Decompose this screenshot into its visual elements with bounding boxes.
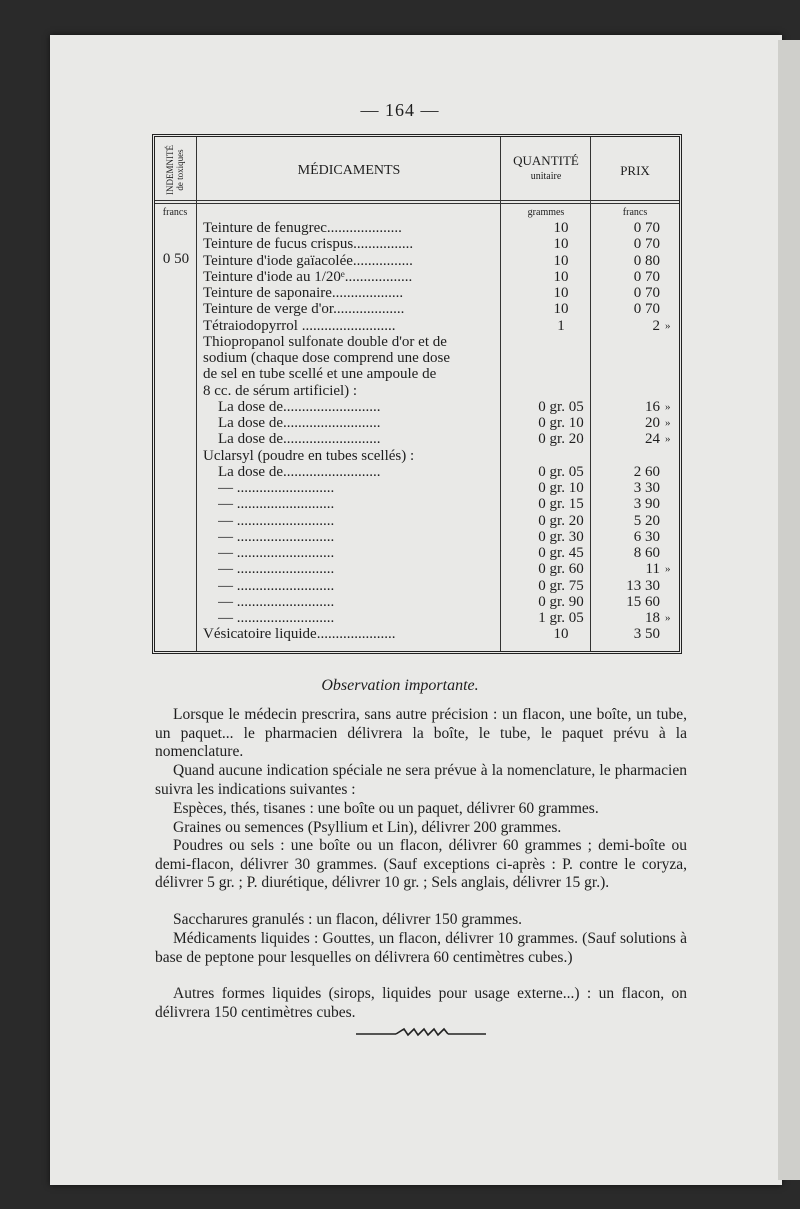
paragraph: Quand aucune indication spéciale ne sera prévue à la nomenclature, le pharmacien suivra les indications suivantes : — [155, 762, 687, 798]
table-row — [200, 220, 680, 236]
table-row — [200, 448, 680, 464]
row-price: 18 — [645, 610, 660, 626]
table-row — [200, 285, 680, 301]
table-row — [200, 301, 680, 317]
row-name: — .......................... — [218, 577, 335, 594]
row-name: — .......................... — [218, 610, 335, 626]
table-row — [200, 545, 680, 561]
table-row — [200, 578, 680, 594]
table-row — [200, 318, 680, 334]
row-quantity: 10 — [553, 268, 569, 285]
row-price: 2 60 — [633, 463, 660, 480]
row-quantity: 0 gr. 75 — [538, 577, 584, 594]
paragraph: Lorsque le médecin prescrira, sans autre précision : un flacon, une boîte, un tube, un paquet... le pharmacien délivrera la boîte, le tube, le paquet prévu à la nomenclature. — [155, 706, 687, 760]
row-quantity: 0 gr. 10 — [538, 480, 584, 496]
table-row — [200, 610, 680, 626]
row-quantity: 0 gr. 10 — [538, 415, 584, 431]
indemnity-header: INDEMNITÉ de toxiques — [165, 145, 185, 195]
row-name: de sel en tube scellé et une ampoule de — [203, 366, 437, 383]
row-name: Tétraiodopyrrol ......................... — [203, 317, 396, 334]
row-quantity: 0 gr. 05 — [538, 463, 584, 480]
table-row — [200, 383, 680, 399]
row-price: 8 60 — [633, 545, 660, 561]
row-quantity: 10 — [553, 285, 569, 301]
table-row — [200, 334, 680, 350]
row-quantity: 0 gr. 30 — [538, 528, 584, 545]
paragraph: Médicaments liquides : Gouttes, un flacon, délivrer 10 grammes. (Sauf solutions à base de peptone pour lesquelles on délivrera 60 centimètres cubes.) — [155, 930, 687, 966]
row-price: 6 30 — [633, 528, 660, 545]
row-name: — .......................... — [218, 528, 335, 545]
row-price: 5 20 — [633, 512, 660, 529]
row-name: — .......................... — [218, 496, 335, 513]
table-row — [200, 269, 680, 285]
row-price: 3 30 — [633, 480, 660, 496]
row-price: 3 90 — [633, 496, 660, 513]
paragraph: Graines ou semences (Psyllium et Lin), délivrer 200 grammes. — [173, 819, 562, 836]
row-price: 20 — [645, 415, 660, 431]
row-name: sodium (chaque dose comprend une dose — [203, 350, 451, 366]
row-name: La dose de.......................... — [218, 398, 381, 415]
medicaments-header: MÉDICAMENTS — [297, 163, 401, 178]
header-rule — [155, 200, 679, 201]
column-divider — [196, 137, 197, 651]
row-name: Vésicatoire liquide..................... — [203, 626, 396, 643]
row-price: 16 — [645, 398, 660, 415]
row-price: 0 70 — [633, 236, 660, 253]
table-row — [200, 399, 680, 415]
row-price: 0 70 — [633, 301, 660, 318]
quantity-unit: grammes — [527, 207, 565, 218]
section-title: Observation importante. — [321, 677, 479, 694]
row-name: — .......................... — [218, 512, 335, 529]
row-quantity: 10 — [553, 301, 569, 318]
row-quantity: 1 gr. 05 — [538, 610, 584, 626]
row-price-unit: » — [665, 400, 671, 413]
table-row — [200, 415, 680, 431]
row-name: La dose de.......................... — [218, 415, 381, 431]
row-quantity: 0 gr. 90 — [538, 593, 584, 610]
row-price: 3 50 — [633, 626, 660, 643]
row-price-unit: » — [665, 563, 671, 576]
table-row — [200, 529, 680, 545]
table-row — [200, 350, 680, 366]
row-quantity: 0 gr. 15 — [538, 496, 584, 513]
table-row — [200, 253, 680, 269]
table-row — [200, 431, 680, 447]
row-name: Uclarsyl (poudre en tubes scellés) : — [203, 447, 415, 464]
row-name: — .......................... — [218, 561, 335, 578]
table-row — [200, 496, 680, 512]
row-quantity: 0 gr. 20 — [538, 512, 584, 529]
ornament-divider — [356, 1025, 486, 1041]
row-name: 8 cc. de sérum artificiel) : — [203, 382, 358, 399]
row-price: 15 60 — [626, 593, 660, 610]
row-name: La dose de.......................... — [218, 431, 381, 448]
indemnity-unit: francs — [162, 207, 188, 218]
row-name: Teinture de verge d'or................... — [203, 301, 405, 318]
row-price-unit: » — [665, 417, 671, 429]
row-quantity: 10 — [553, 220, 569, 236]
row-name: — .......................... — [218, 480, 335, 496]
header-rule — [155, 203, 679, 204]
row-price-unit: » — [665, 319, 671, 332]
quantity-subheader: unitaire — [530, 171, 562, 182]
row-name: La dose de.......................... — [218, 463, 381, 480]
table-row — [200, 626, 680, 642]
row-quantity: 1 — [557, 317, 565, 334]
row-name: Teinture d'iode gaïacolée................ — [203, 252, 413, 269]
row-price-unit: » — [665, 612, 671, 624]
table-row — [200, 366, 680, 382]
row-name: Teinture de fucus crispus................ — [203, 236, 414, 253]
table-row — [200, 561, 680, 577]
paragraph: Espèces, thés, tisanes : une boîte ou un paquet, délivrer 60 grammes. — [173, 800, 599, 817]
table-row — [200, 480, 680, 496]
price-header: PRIX — [620, 163, 650, 178]
table-row — [200, 513, 680, 529]
row-quantity: 0 gr. 45 — [538, 545, 584, 561]
row-price: 2 — [652, 317, 660, 334]
row-price-unit: » — [665, 433, 671, 446]
paragraph: Poudres ou sels : une boîte ou un flacon, délivrer 60 grammes ; demi-boîte ou demi-flacon, délivrer 30 grammes. (Sauf exceptions ci-après : P. contre le coryza, délivrer 5 gr. ; P. diurétique, délivrer 10 gr. ; Sels anglais, délivrer 15 gr.). — [155, 837, 687, 891]
quantity-header: QUANTITÉ — [513, 153, 579, 168]
row-quantity: 0 gr. 60 — [538, 561, 584, 578]
table-row — [200, 236, 680, 252]
row-price: 0 70 — [633, 268, 660, 285]
row-price: 0 80 — [633, 252, 660, 269]
row-name: Thiopropanol sulfonate double d'or et de — [203, 333, 447, 350]
table-row — [200, 594, 680, 610]
price-unit: francs — [622, 207, 648, 218]
row-quantity: 0 gr. 20 — [538, 431, 584, 448]
next-page-edge — [778, 40, 800, 1180]
row-quantity: 10 — [553, 252, 569, 269]
row-name: Teinture de saponaire................... — [203, 285, 404, 301]
row-name: — .......................... — [218, 545, 335, 561]
paragraph: Autres formes liquides (sirops, liquides pour usage externe...) : un flacon, on délivrera 150 centimètres cubes. — [155, 985, 687, 1021]
row-name: Teinture de fenugrec.................... — [203, 220, 402, 236]
row-name: — .......................... — [218, 593, 335, 610]
paragraph: Saccharures granulés : un flacon, délivrer 150 grammes. — [173, 911, 523, 928]
row-price: 0 70 — [633, 220, 660, 236]
row-quantity: 10 — [553, 236, 569, 253]
table-row — [200, 464, 680, 480]
row-price: 24 — [645, 431, 660, 448]
row-quantity: 10 — [553, 626, 569, 643]
row-price: 11 — [645, 561, 660, 578]
indemnity-value: 0 50 — [162, 251, 190, 267]
row-price: 13 30 — [626, 577, 660, 594]
row-price: 0 70 — [633, 285, 660, 301]
row-name: Teinture d'iode au 1/20ᵉ.................. — [203, 268, 413, 285]
row-quantity: 0 gr. 05 — [538, 398, 584, 415]
page-number: — 164 — — [360, 100, 440, 120]
